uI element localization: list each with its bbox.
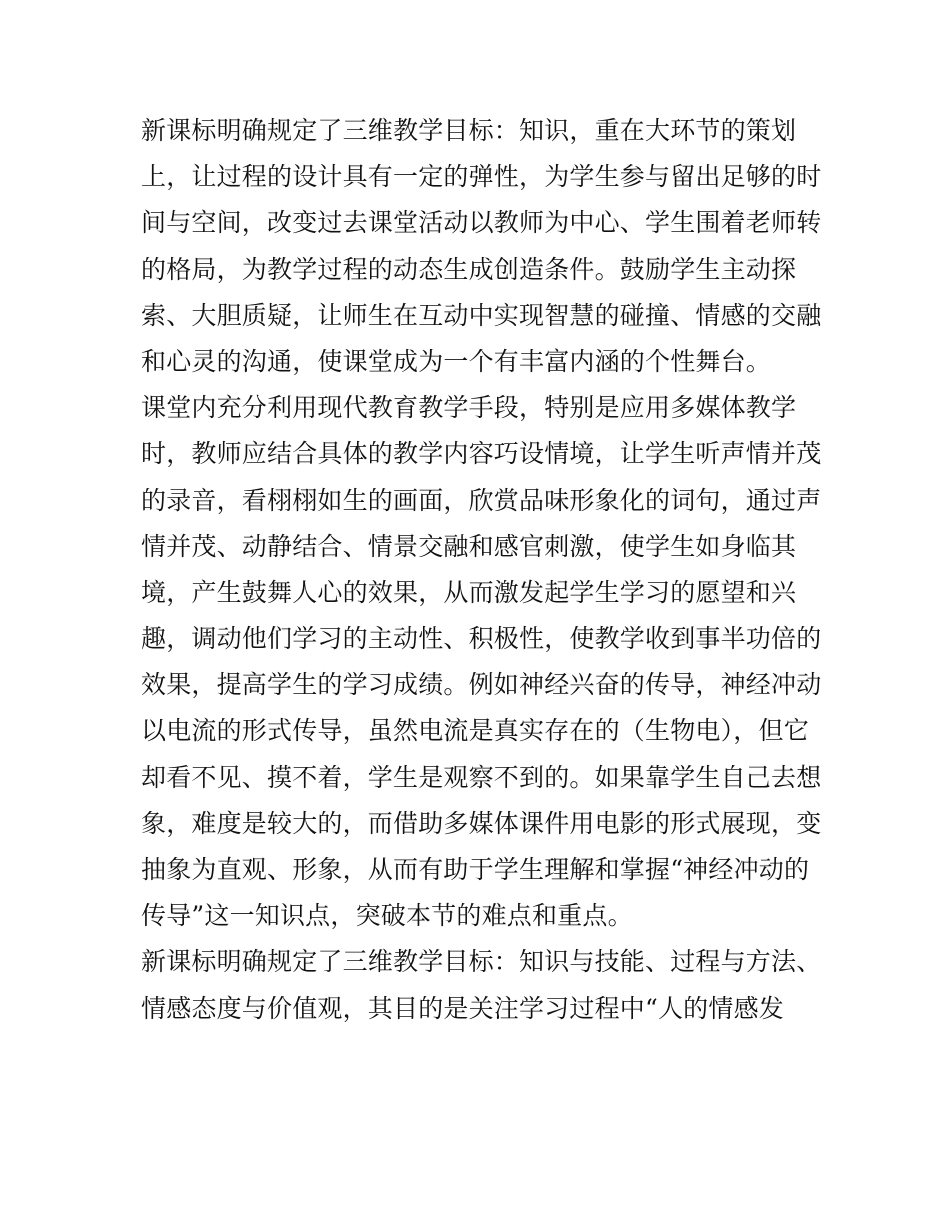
text-line: 抽象为直观、形象，从而有助于学生理解和掌握“神经冲动的 bbox=[141, 855, 810, 884]
text-line: 境，产生鼓舞人心的效果，从而激发起学生学习的愿望和兴 bbox=[141, 577, 797, 607]
text-line: 却看不见、摸不着，学生是观察不到的。如果靠学生自己去想 bbox=[141, 762, 822, 792]
text-line: 的录音，看栩栩如生的画面，欣赏品味形象化的词句，通过声 bbox=[141, 485, 822, 515]
text-line: 新课标明确规定了三维教学目标：知识，重在大环节的策划 bbox=[141, 116, 797, 145]
text-line: 索、大胆质疑，让师生在互动中实现智慧的碰撞、情感的交融 bbox=[141, 300, 822, 330]
text-line: 间与空间，改变过去课堂活动以教师为中心、学生围着老师转 bbox=[141, 208, 822, 238]
text-line: 效果，提高学生的学习成绩。例如神经兴奋的传导，神经冲动 bbox=[141, 670, 822, 700]
text-line: 趣，调动他们学习的主动性、积极性，使教学收到事半功倍的 bbox=[141, 624, 822, 654]
text-line: 新课标明确规定了三维教学目标：知识与技能、过程与方法、 bbox=[141, 947, 822, 977]
text-line: 课堂内充分利用现代教育教学手段，特别是应用多媒体教学 bbox=[141, 393, 797, 423]
text-line: 的格局，为教学过程的动态生成创造条件。鼓励学生主动探 bbox=[141, 254, 797, 284]
text-line: 象，难度是较大的，而借助多媒体课件用电影的形式展现，变 bbox=[141, 808, 822, 838]
document-body bbox=[141, 108, 821, 1032]
text-line: 情并茂、动静结合、情景交融和感官刺激，使学生如身临其 bbox=[141, 531, 797, 561]
text-line: 时，教师应结合具体的教学内容巧设情境，让学生听声情并茂 bbox=[141, 439, 822, 469]
text-line: 和心灵的沟通，使课堂成为一个有丰富内涵的个性舞台。 bbox=[141, 346, 772, 376]
text-line: 情感态度与价值观，其目的是关注学习过程中“人的情感发 bbox=[141, 993, 784, 1023]
text-line: 以电流的形式传导，虽然电流是真实存在的（生物电），但它 bbox=[141, 716, 809, 746]
text-line: 传导”这一知识点，突破本节的难点和重点。 bbox=[141, 901, 633, 931]
text-line: 上，让过程的设计具有一定的弹性，为学生参与留出足够的时 bbox=[141, 162, 822, 192]
